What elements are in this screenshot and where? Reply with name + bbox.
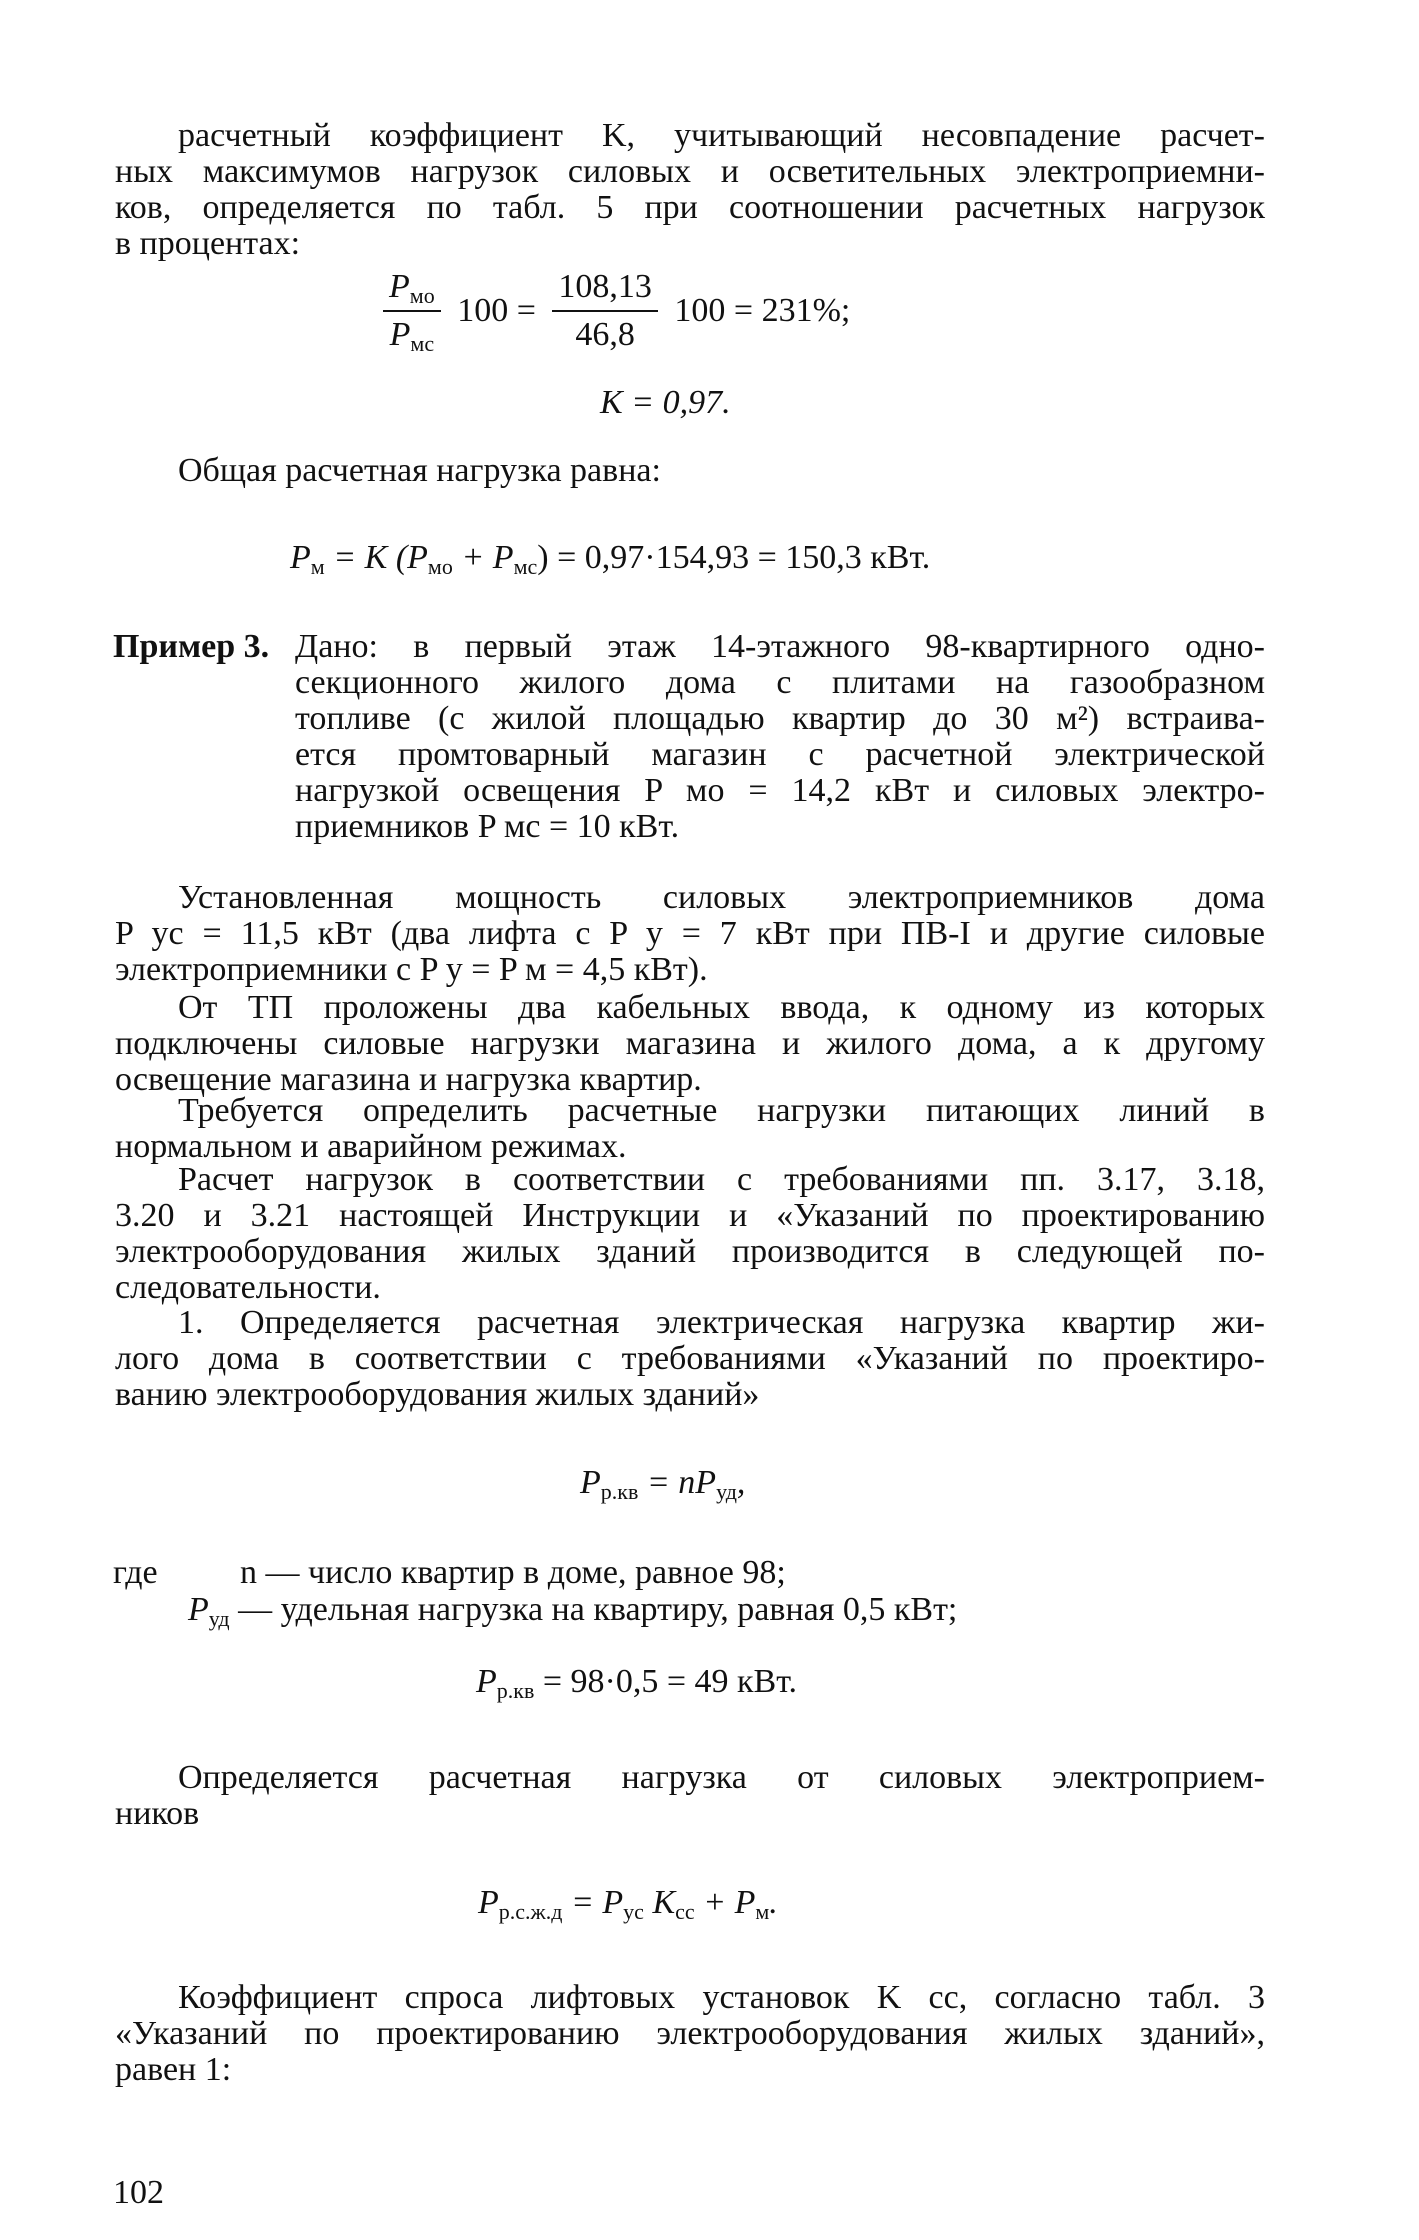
where-item-n: n — число квартир в доме, равное 98; bbox=[240, 1554, 786, 1591]
paragraph-demand-coefficient bbox=[115, 1980, 1265, 2088]
subscript: сс bbox=[675, 1899, 695, 1924]
paragraph-installed-power bbox=[115, 880, 1265, 988]
paragraph-line: Определяется расчетная нагрузка от силовых электроприем- bbox=[178, 1759, 1265, 1796]
equation-text: + P bbox=[694, 1884, 756, 1921]
paragraph-line: От ТП проложены два кабельных ввода, к одному из которых bbox=[178, 989, 1265, 1026]
paragraph-line: лого дома в соответствии с требованиями «Указаний по проектиро- bbox=[115, 1340, 1265, 1377]
paragraph-cable-inputs bbox=[115, 990, 1265, 1098]
subscript: ус bbox=[623, 1899, 644, 1924]
symbol-p: P bbox=[478, 1884, 499, 1921]
paragraph-line: «Указаний по проектированию электрооборудования жилых зданий», bbox=[115, 2015, 1265, 2052]
paragraph-line: P ус = 11,5 кВт (два лифта с P у = 7 кВт при ПВ-I и другие силовые bbox=[115, 915, 1265, 952]
intro-line: расчетный коэффициент K, учитывающий несовпадение расчет- bbox=[178, 117, 1265, 154]
where-item-pud bbox=[188, 1591, 1288, 1631]
paragraph-line: электрооборудования жилых зданий производится в следующей по- bbox=[115, 1233, 1265, 1270]
equation-text: K bbox=[643, 1884, 676, 1921]
subscript: мс bbox=[513, 554, 538, 579]
symbol-p: P bbox=[389, 316, 411, 353]
paragraph-calculation-order bbox=[115, 1162, 1265, 1306]
equation-text: ) = 0,97·154,93 = 150,3 кВт. bbox=[537, 539, 931, 576]
paragraph-line-last: ников bbox=[115, 1795, 200, 1832]
example-label: Пример 3. bbox=[113, 628, 270, 665]
intro-line-last: в процентах: bbox=[115, 225, 301, 262]
equation-power-load bbox=[478, 1884, 1078, 1924]
example-body bbox=[295, 629, 1265, 845]
subscript: м bbox=[310, 554, 325, 579]
subscript: м bbox=[755, 1899, 770, 1924]
example-line: нагрузкой освещения P мо = 14,2 кВт и силовых электро- bbox=[295, 772, 1265, 809]
equation-apartment-value bbox=[476, 1663, 1076, 1703]
example-line: секционного жилого дома с плитами на газообразном bbox=[295, 664, 1265, 701]
intro-paragraph-cont bbox=[115, 154, 1265, 262]
equation-text: = nP bbox=[638, 1464, 717, 1501]
equation-result: 100 = 231%; bbox=[674, 292, 851, 329]
subscript: мс bbox=[410, 331, 435, 356]
numerator: 108,13 bbox=[552, 268, 658, 312]
equation-text: . bbox=[769, 1884, 778, 1921]
paragraph-line: подключены силовые нагрузки магазина и жилого дома, а к другому bbox=[115, 1025, 1265, 1062]
paragraph-line: Коэффициент спроса лифтовых установок K сс, согласно табл. 3 bbox=[178, 1979, 1265, 2016]
equation-text: = K (P bbox=[333, 539, 428, 576]
paragraph-line: Установленная мощность силовых электроприемников дома bbox=[178, 879, 1265, 916]
subscript: мо bbox=[409, 283, 435, 308]
equation-text: 100 = bbox=[457, 292, 536, 329]
paragraph-line: 1. Определяется расчетная электрическая нагрузка квартир жи- bbox=[178, 1304, 1265, 1341]
symbol-p: P bbox=[290, 539, 311, 576]
example-line: ется промтоварный магазин с расчетной электрической bbox=[295, 736, 1265, 773]
fraction-pmo-pmc bbox=[383, 268, 441, 354]
paragraph-line-last: освещение магазина и нагрузка квартир. bbox=[115, 1061, 702, 1098]
symbol-p: P bbox=[389, 268, 410, 305]
fraction-numeric bbox=[552, 268, 658, 354]
page-number: 102 bbox=[113, 2174, 164, 2211]
paragraph-line-last: ванию электрооборудования жилых зданий» bbox=[115, 1376, 760, 1413]
example-line: топливе (с жилой площадью квартир до 30 м²) встраива- bbox=[295, 700, 1265, 737]
total-label: Общая расчетная нагрузка равна: bbox=[178, 452, 661, 489]
subscript: уд bbox=[716, 1479, 737, 1504]
symbol-p: P bbox=[476, 1663, 497, 1700]
equation-k: K = 0,97. bbox=[600, 384, 731, 421]
paragraph-line: Требуется определить расчетные нагрузки питающих линий в bbox=[178, 1092, 1265, 1129]
equation-total bbox=[290, 539, 1190, 579]
equation-text: , bbox=[736, 1464, 746, 1501]
where-label: где bbox=[113, 1554, 158, 1591]
paragraph-requirement bbox=[115, 1093, 1265, 1165]
symbol-p: P bbox=[188, 1591, 209, 1628]
paragraph-line-last: нормальном и аварийном режимах. bbox=[115, 1128, 627, 1165]
example-line: Дано: в первый этаж 14-этажного 98-квартирного одно- bbox=[295, 628, 1265, 665]
paragraph-line-last: электроприемники с P у = P м = 4,5 кВт). bbox=[115, 951, 708, 988]
subscript: р.кв bbox=[496, 1678, 535, 1703]
equation-ratio bbox=[375, 268, 1075, 368]
subscript: уд bbox=[208, 1606, 230, 1631]
equation-text: = 98·0,5 = 49 кВт. bbox=[534, 1663, 798, 1700]
equation-text: = P bbox=[562, 1884, 624, 1921]
subscript: мо bbox=[427, 554, 453, 579]
subscript: р.кв bbox=[600, 1479, 639, 1504]
equation-text: + P bbox=[461, 539, 514, 576]
where-text: — удельная нагрузка на квартиру, равная 0,5 кВт; bbox=[229, 1591, 958, 1628]
intro-line: ных максимумов нагрузок силовых и осветительных электроприемни- bbox=[115, 153, 1265, 190]
paragraph-line-last: равен 1: bbox=[115, 2051, 232, 2088]
example-line-last: приемников P мс = 10 кВт. bbox=[295, 808, 680, 845]
paragraph-power-load bbox=[115, 1760, 1265, 1832]
paragraph-line: 3.20 и 3.21 настоящей Инструкции и «Указаний по проектированию bbox=[115, 1197, 1265, 1234]
paragraph-step-1 bbox=[115, 1305, 1265, 1413]
paragraph-line-last: следовательности. bbox=[115, 1269, 381, 1306]
subscript: р.с.ж.д bbox=[498, 1899, 563, 1924]
symbol-p: P bbox=[580, 1464, 601, 1501]
denominator: 46,8 bbox=[575, 316, 635, 353]
intro-paragraph bbox=[115, 118, 1265, 154]
intro-line: ков, определяется по табл. 5 при соотношении расчетных нагрузок bbox=[115, 189, 1265, 226]
paragraph-line: Расчет нагрузок в соответствии с требованиями пп. 3.17, 3.18, bbox=[178, 1161, 1265, 1198]
equation-apartment-load bbox=[580, 1464, 980, 1504]
